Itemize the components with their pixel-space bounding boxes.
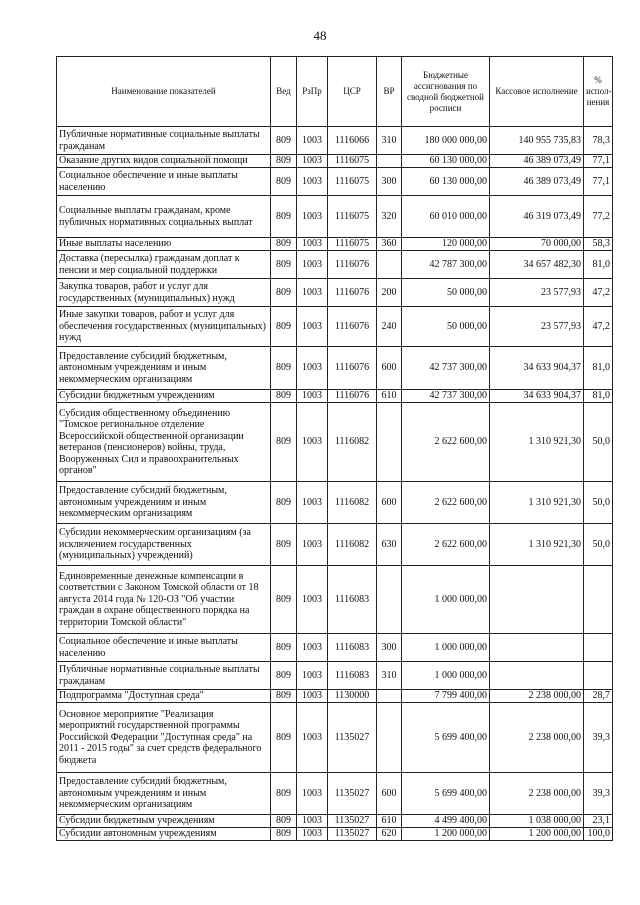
table-cell-ved: 809	[271, 238, 297, 251]
table-row	[57, 662, 613, 690]
table-cell-rzpr: 1003	[297, 634, 328, 662]
table-cell-plan: 42 737 300,00	[402, 347, 490, 390]
table-cell-cash: 140 955 735,83	[490, 127, 584, 155]
table-cell-vr: 310	[377, 662, 402, 690]
table-cell-pct: 50,0	[584, 524, 613, 566]
table-cell-cash: 46 389 073,49	[490, 168, 584, 196]
table-cell-cash: 23 577,93	[490, 307, 584, 347]
table-cell-plan: 4 499 400,00	[402, 815, 490, 828]
table-cell-plan: 5 699 400,00	[402, 703, 490, 773]
table-cell-plan: 2 622 600,00	[402, 403, 490, 482]
table-cell-ved: 809	[271, 634, 297, 662]
table-cell-cash	[490, 634, 584, 662]
table-cell-rzpr: 1003	[297, 238, 328, 251]
table-cell-pct: 39,3	[584, 773, 613, 815]
table-cell-rzpr: 1003	[297, 773, 328, 815]
table-cell-csr: 1116076	[328, 279, 377, 307]
header-ved: Вед	[271, 57, 297, 127]
table-cell-rzpr: 1003	[297, 690, 328, 703]
table-cell-plan: 60 130 000,00	[402, 168, 490, 196]
table-cell-vr: 620	[377, 828, 402, 841]
table-cell-csr: 1116082	[328, 524, 377, 566]
table-cell-vr	[377, 403, 402, 482]
table-cell-pct	[584, 662, 613, 690]
table-cell-plan: 120 000,00	[402, 238, 490, 251]
table-cell-name: Иные выплаты населению	[57, 238, 271, 251]
header-vr: ВР	[377, 57, 402, 127]
header-cash: Кассовое исполнение	[490, 57, 584, 127]
table-cell-plan: 1 000 000,00	[402, 634, 490, 662]
table-cell-csr: 1116076	[328, 347, 377, 390]
table-cell-rzpr: 1003	[297, 127, 328, 155]
table-row	[57, 238, 613, 251]
table-cell-vr	[377, 566, 402, 634]
table-cell-vr: 600	[377, 482, 402, 524]
table-cell-pct	[584, 634, 613, 662]
table-cell-pct: 77,1	[584, 168, 613, 196]
table-row	[57, 251, 613, 279]
table-cell-pct: 77,1	[584, 155, 613, 168]
table-cell-rzpr: 1003	[297, 828, 328, 841]
table-cell-vr: 610	[377, 815, 402, 828]
table-cell-pct: 77,2	[584, 196, 613, 238]
table-cell-name: Предоставление субсидий бюджетным, автономным учреждениям и иным некоммерческим организациям	[57, 773, 271, 815]
table-cell-plan: 60 010 000,00	[402, 196, 490, 238]
table-cell-csr: 1116083	[328, 662, 377, 690]
budget-table	[56, 56, 613, 841]
table-cell-cash: 34 633 904,37	[490, 347, 584, 390]
table-cell-rzpr: 1003	[297, 815, 328, 828]
table-cell-plan: 1 000 000,00	[402, 662, 490, 690]
table-cell-cash: 1 038 000,00	[490, 815, 584, 828]
table-cell-name: Основное мероприятие "Реализация мероприятий государственной программы Российской Федерации "Доступная среда" на 2011 - 2015 годы" за счет средств федерального бюджета	[57, 703, 271, 773]
table-cell-cash: 2 238 000,00	[490, 690, 584, 703]
header-name: Наименование показателей	[57, 57, 271, 127]
table-cell-pct: 78,3	[584, 127, 613, 155]
table-cell-plan: 1 000 000,00	[402, 566, 490, 634]
table-cell-csr: 1116076	[328, 307, 377, 347]
table-cell-ved: 809	[271, 524, 297, 566]
table-cell-pct	[584, 566, 613, 634]
table-row	[57, 279, 613, 307]
table-cell-ved: 809	[271, 815, 297, 828]
table-cell-pct: 58,3	[584, 238, 613, 251]
table-cell-ved: 809	[271, 773, 297, 815]
table-cell-plan: 50 000,00	[402, 307, 490, 347]
table-cell-pct: 47,2	[584, 279, 613, 307]
table-cell-name: Доставка (пересылка) гражданам доплат к пенсии и мер социальной поддержки	[57, 251, 271, 279]
table-cell-csr: 1135027	[328, 773, 377, 815]
header-csr: ЦСР	[328, 57, 377, 127]
table-cell-name: Оказание других видов социальной помощи	[57, 155, 271, 168]
table-cell-ved: 809	[271, 403, 297, 482]
table-cell-rzpr: 1003	[297, 347, 328, 390]
table-cell-csr: 1116083	[328, 634, 377, 662]
table-cell-name: Социальное обеспечение и иные выплаты населению	[57, 634, 271, 662]
table-cell-name: Иные закупки товаров, работ и услуг для обеспечения государственных (муниципальных) нужд	[57, 307, 271, 347]
table-cell-name: Субсидии некоммерческим организациям (за исключением государственных (муниципальных) учреждений)	[57, 524, 271, 566]
table-cell-cash: 1 310 921,30	[490, 482, 584, 524]
table-cell-rzpr: 1003	[297, 566, 328, 634]
table-row	[57, 403, 613, 482]
table-cell-plan: 50 000,00	[402, 279, 490, 307]
table-cell-plan: 60 130 000,00	[402, 155, 490, 168]
table-row	[57, 168, 613, 196]
table-cell-ved: 809	[271, 347, 297, 390]
table-cell-cash: 1 310 921,30	[490, 403, 584, 482]
table-cell-name: Публичные нормативные социальные выплаты гражданам	[57, 662, 271, 690]
table-cell-vr: 300	[377, 168, 402, 196]
table-cell-vr	[377, 251, 402, 279]
table-cell-pct: 50,0	[584, 403, 613, 482]
table-cell-cash: 2 238 000,00	[490, 773, 584, 815]
table-cell-csr: 1116066	[328, 127, 377, 155]
table-cell-name: Публичные нормативные социальные выплаты гражданам	[57, 127, 271, 155]
table-body	[57, 127, 613, 841]
table-cell-ved: 809	[271, 127, 297, 155]
table-cell-vr: 240	[377, 307, 402, 347]
table-cell-vr: 300	[377, 634, 402, 662]
table-cell-vr: 310	[377, 127, 402, 155]
table-row	[57, 828, 613, 841]
table-cell-name: Единовременные денежные компенсации в соответствии с Законом Томской области от 18 августа 2014 года № 120-ОЗ "Об участии граждан в охране общественного порядка на территории Томской области"	[57, 566, 271, 634]
table-cell-cash: 46 389 073,49	[490, 155, 584, 168]
table-row	[57, 307, 613, 347]
table-row	[57, 773, 613, 815]
table-cell-pct: 39,3	[584, 703, 613, 773]
table-cell-vr: 630	[377, 524, 402, 566]
table-cell-ved: 809	[271, 196, 297, 238]
table-cell-ved: 809	[271, 390, 297, 403]
table-row	[57, 390, 613, 403]
table-row	[57, 703, 613, 773]
header-plan: Бюджетные ассигнования по сводной бюджетной росписи	[402, 57, 490, 127]
table-row	[57, 347, 613, 390]
table-cell-rzpr: 1003	[297, 662, 328, 690]
table-row	[57, 690, 613, 703]
table-cell-csr: 1116082	[328, 403, 377, 482]
table-cell-csr: 1130000	[328, 690, 377, 703]
table-cell-ved: 809	[271, 690, 297, 703]
table-cell-vr	[377, 703, 402, 773]
table-row	[57, 566, 613, 634]
table-cell-csr: 1116083	[328, 566, 377, 634]
table-cell-ved: 809	[271, 155, 297, 168]
table-cell-cash	[490, 566, 584, 634]
table-cell-name: Субсидии бюджетным учреждениям	[57, 390, 271, 403]
table-cell-rzpr: 1003	[297, 403, 328, 482]
table-cell-name: Социальное обеспечение и иные выплаты населению	[57, 168, 271, 196]
table-cell-vr	[377, 690, 402, 703]
table-cell-cash: 34 633 904,37	[490, 390, 584, 403]
table-row	[57, 155, 613, 168]
table-cell-rzpr: 1003	[297, 251, 328, 279]
header-row	[57, 57, 613, 127]
table-cell-vr	[377, 155, 402, 168]
table-cell-plan: 42 737 300,00	[402, 390, 490, 403]
table-cell-cash: 23 577,93	[490, 279, 584, 307]
table-cell-name: Социальные выплаты гражданам, кроме публичных нормативных социальных выплат	[57, 196, 271, 238]
table-cell-cash: 2 238 000,00	[490, 703, 584, 773]
table-cell-name: Предоставление субсидий бюджетным, автономным учреждениям и иным некоммерческим организациям	[57, 482, 271, 524]
table-cell-csr: 1135027	[328, 815, 377, 828]
table-cell-ved: 809	[271, 251, 297, 279]
table-cell-ved: 809	[271, 828, 297, 841]
table-cell-pct: 47,2	[584, 307, 613, 347]
table-cell-vr: 600	[377, 773, 402, 815]
header-pct: % испол-нения	[584, 57, 613, 127]
table-cell-name: Закупка товаров, работ и услуг для государственных (муниципальных) нужд	[57, 279, 271, 307]
table-cell-name: Субсидия общественному объединению "Томское региональное отделение Всероссийской общественной организации ветеранов (пенсионеров) войны, труда, Вооруженных Сил и правоохранительных органов"	[57, 403, 271, 482]
table-cell-pct: 81,0	[584, 251, 613, 279]
table-cell-vr: 600	[377, 347, 402, 390]
table-cell-name: Подпрограмма "Доступная среда"	[57, 690, 271, 703]
table-cell-ved: 809	[271, 482, 297, 524]
table-cell-rzpr: 1003	[297, 390, 328, 403]
table-cell-rzpr: 1003	[297, 482, 328, 524]
table-cell-name: Субсидии автономным учреждениям	[57, 828, 271, 841]
table-cell-vr: 320	[377, 196, 402, 238]
table-cell-csr: 1116075	[328, 196, 377, 238]
table-cell-vr: 200	[377, 279, 402, 307]
table-cell-rzpr: 1003	[297, 196, 328, 238]
table-cell-plan: 2 622 600,00	[402, 482, 490, 524]
table-cell-plan: 42 787 300,00	[402, 251, 490, 279]
table-cell-rzpr: 1003	[297, 155, 328, 168]
table-row	[57, 482, 613, 524]
table-cell-cash: 1 200 000,00	[490, 828, 584, 841]
table-row	[57, 524, 613, 566]
table-cell-csr: 1116082	[328, 482, 377, 524]
table-cell-ved: 809	[271, 279, 297, 307]
table-cell-vr: 360	[377, 238, 402, 251]
table-cell-cash: 1 310 921,30	[490, 524, 584, 566]
table-row	[57, 815, 613, 828]
table-cell-pct: 50,0	[584, 482, 613, 524]
table-cell-name: Субсидии бюджетным учреждениям	[57, 815, 271, 828]
table-cell-rzpr: 1003	[297, 524, 328, 566]
table-cell-ved: 809	[271, 566, 297, 634]
table-cell-pct: 23,1	[584, 815, 613, 828]
table-cell-csr: 1116076	[328, 390, 377, 403]
table-cell-pct: 28,7	[584, 690, 613, 703]
table-cell-ved: 809	[271, 307, 297, 347]
table-cell-csr: 1116075	[328, 168, 377, 196]
header-rzpr: РзПр	[297, 57, 328, 127]
table-cell-pct: 100,0	[584, 828, 613, 841]
table-cell-rzpr: 1003	[297, 703, 328, 773]
table-cell-plan: 5 699 400,00	[402, 773, 490, 815]
table-cell-name: Предоставление субсидий бюджетным, автономным учреждениям и иным некоммерческим организациям	[57, 347, 271, 390]
table-cell-rzpr: 1003	[297, 307, 328, 347]
page-number: 48	[313, 28, 327, 43]
table-cell-rzpr: 1003	[297, 279, 328, 307]
table-cell-cash: 34 657 482,30	[490, 251, 584, 279]
table-cell-csr: 1135027	[328, 828, 377, 841]
table-cell-cash: 70 000,00	[490, 238, 584, 251]
table-cell-csr: 1116075	[328, 155, 377, 168]
table-row	[57, 634, 613, 662]
table-cell-csr: 1116075	[328, 238, 377, 251]
table-cell-rzpr: 1003	[297, 168, 328, 196]
table-row	[57, 127, 613, 155]
table-cell-csr: 1135027	[328, 703, 377, 773]
table-cell-cash: 46 319 073,49	[490, 196, 584, 238]
table-cell-pct: 81,0	[584, 390, 613, 403]
table-cell-plan: 180 000 000,00	[402, 127, 490, 155]
table-cell-plan: 1 200 000,00	[402, 828, 490, 841]
table-cell-ved: 809	[271, 662, 297, 690]
table-cell-pct: 81,0	[584, 347, 613, 390]
table-cell-plan: 7 799 400,00	[402, 690, 490, 703]
table-cell-cash	[490, 662, 584, 690]
table-cell-vr: 610	[377, 390, 402, 403]
table-cell-csr: 1116076	[328, 251, 377, 279]
table-cell-plan: 2 622 600,00	[402, 524, 490, 566]
table-row	[57, 196, 613, 238]
table-cell-ved: 809	[271, 703, 297, 773]
table-cell-ved: 809	[271, 168, 297, 196]
